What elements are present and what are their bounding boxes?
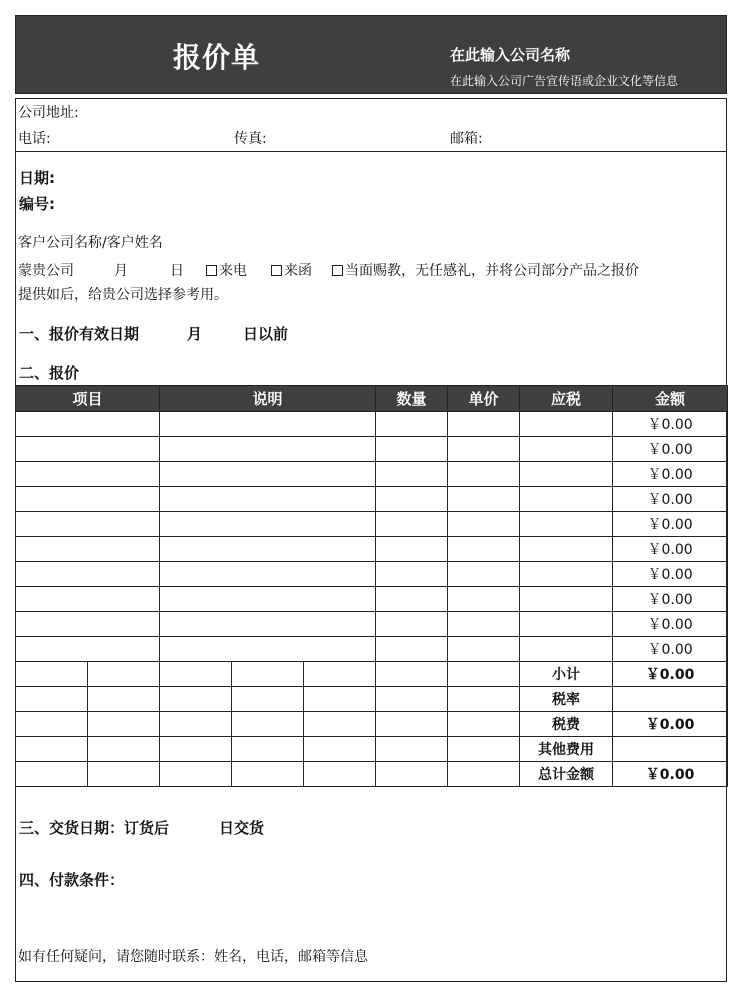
cell-description[interactable] [160,462,376,487]
cell-taxable[interactable] [520,487,613,512]
cell-quantity[interactable] [376,537,448,562]
cell-unit-price[interactable] [448,612,520,637]
cell-unit-price[interactable] [448,412,520,437]
cell-item[interactable] [16,637,160,662]
cell-blank[interactable] [16,762,88,787]
address-label: 公司地址: [18,105,79,121]
col-header-quantity: 数量 [376,386,448,412]
divider [15,151,727,152]
col-header-item: 项目 [16,386,160,412]
cell-unit-price[interactable] [448,462,520,487]
cell-blank[interactable] [448,712,520,737]
cell-blank[interactable] [160,662,232,687]
cell-amount: ￥0.00 [613,512,728,537]
cell-blank[interactable] [232,687,304,712]
summary-row [16,662,728,687]
checkbox-phone[interactable] [206,265,217,276]
cell-blank[interactable] [160,762,232,787]
summary-value: ￥0.00 [613,662,728,687]
option-visit-label: 当面赐教，无任感礼，并将公司部分产品之报价 [345,263,639,279]
summary-value: ￥0.00 [613,762,728,787]
cell-unit-price[interactable] [448,562,520,587]
summary-value: ￥0.00 [613,712,728,737]
table-row [16,637,728,662]
cell-description[interactable] [160,512,376,537]
table-row [16,537,728,562]
option-letter-label: 来函 [284,263,312,279]
section2-title: 二、报价 [19,364,80,382]
cell-item[interactable] [16,462,160,487]
cell-blank[interactable] [16,712,88,737]
cell-blank[interactable] [88,737,160,762]
section3-title: 三、交货日期：订货后 [19,819,170,837]
section1-month: 月 [187,325,203,343]
cell-quantity[interactable] [376,612,448,637]
cell-taxable[interactable] [520,512,613,537]
cell-item[interactable] [16,587,160,612]
cell-unit-price[interactable] [448,437,520,462]
cell-blank[interactable] [304,662,376,687]
cell-blank[interactable] [376,737,448,762]
summary-row [16,712,728,737]
section4-title: 四、付款条件： [19,871,125,889]
cell-amount: ￥0.00 [613,562,728,587]
section3-suffix: 日交货 [219,819,265,837]
summary-label: 其他费用 [520,737,613,762]
cell-unit-price[interactable] [448,512,520,537]
summary-label: 税率 [520,687,613,712]
summary-label: 总计金额 [520,762,613,787]
cell-quantity[interactable] [376,562,448,587]
summary-value [613,737,728,762]
cell-blank[interactable] [88,712,160,737]
cell-unit-price[interactable] [448,487,520,512]
cell-taxable[interactable] [520,612,613,637]
cell-amount: ￥0.00 [613,637,728,662]
cell-description[interactable] [160,612,376,637]
document-title: 报价单 [173,41,261,74]
cell-amount: ￥0.00 [613,462,728,487]
section1-title: 一、报价有效日期 [19,325,140,343]
intro-line1 [18,262,639,280]
cell-item[interactable] [16,412,160,437]
footer-contact: 如有任何疑问，请您随时联系：姓名，电话，邮箱等信息 [18,949,368,965]
table-row [16,587,728,612]
table-row [16,512,728,537]
cell-taxable[interactable] [520,637,613,662]
cell-blank[interactable] [232,762,304,787]
table-row [16,412,728,437]
cell-amount: ￥0.00 [613,537,728,562]
cell-taxable[interactable] [520,462,613,487]
summary-row [16,762,728,787]
cell-quantity[interactable] [376,462,448,487]
intro-line2: 提供如后，给贵公司选择参考用。 [18,287,228,303]
cell-blank[interactable] [376,712,448,737]
number-label: 编号: [19,195,55,213]
table-row [16,437,728,462]
cell-description[interactable] [160,537,376,562]
option-phone-label: 来电 [219,263,247,279]
checkbox-visit[interactable] [332,265,343,276]
cell-item[interactable] [16,512,160,537]
cell-blank[interactable] [16,737,88,762]
cell-blank[interactable] [448,662,520,687]
summary-row [16,737,728,762]
cell-amount: ￥0.00 [613,487,728,512]
table-row [16,562,728,587]
cell-unit-price[interactable] [448,537,520,562]
cell-amount: ￥0.00 [613,437,728,462]
checkbox-letter[interactable] [271,265,282,276]
cell-blank[interactable] [448,762,520,787]
cell-description[interactable] [160,412,376,437]
summary-label: 税费 [520,712,613,737]
cell-blank[interactable] [304,737,376,762]
cell-description[interactable] [160,587,376,612]
table-header-row [16,386,728,412]
cell-description[interactable] [160,487,376,512]
intro-day: 日 [170,263,184,279]
fax-label: 传真: [234,131,267,147]
section1-day-before: 日以前 [243,325,289,343]
table-row [16,462,728,487]
cell-amount: ￥0.00 [613,412,728,437]
cell-taxable[interactable] [520,437,613,462]
cell-blank[interactable] [304,712,376,737]
cell-taxable[interactable] [520,412,613,437]
cell-quantity[interactable] [376,637,448,662]
cell-quantity[interactable] [376,512,448,537]
cell-quantity[interactable] [376,487,448,512]
cell-unit-price[interactable] [448,587,520,612]
cell-blank[interactable] [88,762,160,787]
summary-value [613,687,728,712]
cell-quantity[interactable] [376,437,448,462]
intro-month: 月 [114,263,128,279]
table-row [16,487,728,512]
col-header-amount: 金额 [613,386,728,412]
quote-table [15,385,728,787]
cell-amount: ￥0.00 [613,612,728,637]
email-label: 邮箱: [450,131,483,147]
cell-blank[interactable] [160,687,232,712]
cell-blank[interactable] [160,712,232,737]
customer-label: 客户公司名称/客户姓名 [18,235,163,251]
cell-quantity[interactable] [376,587,448,612]
cell-blank[interactable] [160,737,232,762]
cell-blank[interactable] [376,762,448,787]
cell-quantity[interactable] [376,412,448,437]
col-header-taxable: 应税 [520,386,613,412]
cell-taxable[interactable] [520,587,613,612]
date-label: 日期: [19,169,55,187]
cell-blank[interactable] [232,737,304,762]
cell-blank[interactable] [88,662,160,687]
cell-description[interactable] [160,562,376,587]
company-name[interactable]: 在此输入公司名称 [450,46,571,64]
cell-taxable[interactable] [520,562,613,587]
cell-description[interactable] [160,437,376,462]
intro-company: 蒙贵公司 [18,263,74,279]
cell-item[interactable] [16,487,160,512]
cell-blank[interactable] [448,687,520,712]
cell-blank[interactable] [88,687,160,712]
summary-label: 小计 [520,662,613,687]
table-row [16,612,728,637]
cell-blank[interactable] [232,712,304,737]
col-header-unit-price: 单价 [448,386,520,412]
cell-blank[interactable] [376,687,448,712]
col-header-description: 说明 [160,386,376,412]
company-slogan[interactable]: 在此输入公司广告宣传语或企业文化等信息 [450,74,679,88]
phone-label: 电话: [18,131,51,147]
cell-item[interactable] [16,537,160,562]
cell-blank[interactable] [304,687,376,712]
cell-amount: ￥0.00 [613,587,728,612]
cell-item[interactable] [16,562,160,587]
cell-blank[interactable] [376,662,448,687]
cell-description[interactable] [160,637,376,662]
cell-unit-price[interactable] [448,637,520,662]
cell-item[interactable] [16,612,160,637]
cell-blank[interactable] [16,687,88,712]
cell-blank[interactable] [304,762,376,787]
cell-item[interactable] [16,437,160,462]
cell-blank[interactable] [232,662,304,687]
cell-blank[interactable] [16,662,88,687]
cell-blank[interactable] [448,737,520,762]
summary-row [16,687,728,712]
cell-taxable[interactable] [520,537,613,562]
